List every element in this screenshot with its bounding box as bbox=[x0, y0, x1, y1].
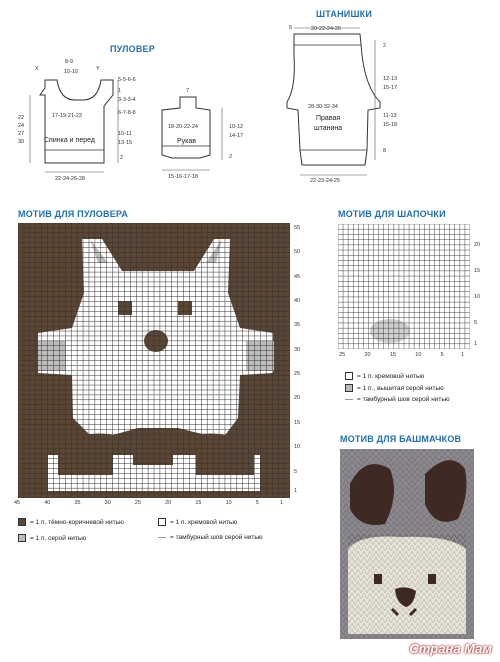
tick-label: 1 bbox=[461, 352, 465, 358]
legend-brown-text: = 1 п. тёмно-коричневой нитью bbox=[30, 518, 124, 526]
hem-size: 2 bbox=[120, 155, 124, 161]
tick-label: 35 bbox=[74, 500, 81, 506]
tick-label: 20 bbox=[165, 500, 172, 506]
pants-leg-b: 15-18 bbox=[383, 122, 398, 128]
tick-label: 55 bbox=[294, 224, 301, 231]
pants-outline bbox=[287, 34, 380, 165]
legend-cream bbox=[158, 518, 237, 526]
tick-label: 40 bbox=[294, 297, 301, 304]
tick-label: 15 bbox=[195, 500, 202, 506]
tick-label: 35 bbox=[294, 322, 301, 329]
hat-legend-chain-text: = тамбурный шов серой нитью bbox=[357, 396, 450, 403]
tick-label: 20 bbox=[364, 352, 371, 358]
pants-cuff: 8 bbox=[383, 148, 387, 154]
neck-top-size: 8-9 bbox=[65, 59, 73, 65]
tick-label: 20 bbox=[474, 241, 481, 248]
pants-leg-a: 11-13 bbox=[383, 113, 397, 119]
pants-title: ШТАНИШКИ bbox=[316, 9, 373, 19]
tick-label: 30 bbox=[104, 500, 111, 506]
pullover-body-outline bbox=[40, 80, 113, 163]
tick-label: 10 bbox=[294, 444, 301, 451]
height-a: 22 bbox=[18, 115, 25, 121]
pullover-schematic bbox=[0, 0, 500, 200]
bottom-size: 22-24-26-28 bbox=[55, 176, 85, 182]
sleeve-width-size: 18-20-22-24 bbox=[168, 124, 198, 130]
hat-chain-symbol bbox=[345, 399, 353, 401]
tick-label: 25 bbox=[339, 352, 346, 358]
label-x: X bbox=[35, 66, 39, 72]
pants-label-b: штанина bbox=[314, 125, 343, 132]
gray-swatch bbox=[18, 534, 26, 542]
brown-swatch bbox=[18, 518, 26, 526]
motif-shoes-title: МОТИВ ДЛЯ БАШМАЧКОВ bbox=[340, 434, 462, 444]
tick-label: 15 bbox=[294, 419, 301, 426]
pants-band: 2 bbox=[383, 43, 387, 49]
tick-label: 30 bbox=[294, 346, 301, 353]
label-y: Y bbox=[96, 66, 100, 72]
tick-label: 45 bbox=[294, 273, 301, 280]
tick-label: 5 bbox=[440, 352, 444, 358]
height-d: 30 bbox=[18, 139, 25, 145]
legend-chain-text: = тамбурный шов серой нитью bbox=[170, 534, 263, 541]
pants-bottom: 22-23-24-25 bbox=[310, 178, 340, 184]
motif-hat-title: МОТИВ ДЛЯ ШАПОЧКИ bbox=[338, 209, 446, 219]
pants-rise-b: 15-17 bbox=[383, 85, 398, 91]
legend-chain bbox=[158, 534, 263, 541]
tick-label: 20 bbox=[294, 395, 301, 402]
sleeve-top-size: 7 bbox=[186, 88, 190, 94]
pullover-motif-chart bbox=[18, 223, 290, 498]
tick-label: 1 bbox=[280, 500, 284, 506]
legend-gray-text: = 1 п. серой нитью bbox=[30, 534, 87, 542]
armhole-size: 6-7-8-8 bbox=[118, 110, 136, 116]
height-b: 24 bbox=[18, 123, 25, 129]
hat-legend-gray bbox=[345, 384, 444, 392]
shoes-knit-photo bbox=[340, 449, 474, 639]
right-eye bbox=[428, 574, 436, 584]
tick-label: 40 bbox=[44, 500, 51, 506]
legend-gray bbox=[18, 534, 86, 542]
tick-label: 15 bbox=[474, 267, 481, 274]
tick-label: 15 bbox=[389, 352, 396, 358]
motif-pullover-title: МОТИВ ДЛЯ ПУЛОВЕРА bbox=[18, 209, 129, 219]
tick-label: 50 bbox=[294, 249, 301, 256]
hat-legend-chain bbox=[345, 396, 450, 403]
hat-legend-gray-text: = 1 п., вышитая серой нитью bbox=[357, 384, 444, 392]
side-size-b: 13-15 bbox=[118, 140, 133, 146]
chest-size: 17-19-21-23 bbox=[52, 113, 82, 119]
tick-label: 25 bbox=[294, 371, 301, 378]
legend-cream-text: = 1 п. кремовой нитью bbox=[170, 518, 238, 526]
tick-label: 5 bbox=[255, 500, 259, 506]
tick-label: 5 bbox=[474, 320, 478, 327]
sleeve-side-a: 10-12 bbox=[229, 124, 244, 130]
hat-legend-cream bbox=[345, 372, 424, 380]
pants-label-a: Правая bbox=[316, 115, 341, 122]
watermark: Страна Мам bbox=[409, 641, 492, 656]
shoulder-size-c: 3-3-3-4 bbox=[118, 97, 136, 103]
tick-label: 45 bbox=[14, 500, 21, 506]
hat-gray-swatch bbox=[345, 384, 353, 392]
pants-waist-left: 5 bbox=[289, 25, 293, 31]
tick-label: 25 bbox=[134, 500, 142, 506]
pants-waist-width: 20-22-24-26 bbox=[311, 26, 341, 32]
hat-cream-swatch bbox=[345, 372, 353, 380]
sleeve-hem: 2 bbox=[229, 154, 233, 160]
chain-stitch-symbol bbox=[158, 537, 166, 539]
hat-legend-cream-text: = 1 п. кремовой нитью bbox=[357, 372, 425, 380]
tick-label: 1 bbox=[294, 488, 298, 494]
body-label: Спинка и перед bbox=[44, 137, 95, 144]
sleeve-side-b: 14-17 bbox=[229, 133, 244, 139]
tick-label: 10 bbox=[415, 352, 422, 358]
left-eye bbox=[374, 574, 382, 584]
pants-hip: 28-30-32-34 bbox=[308, 104, 338, 110]
hat-motif-chart bbox=[338, 224, 470, 349]
neck-width-size: 10-10 bbox=[64, 69, 79, 75]
tick-label: 5 bbox=[294, 468, 298, 475]
sleeve-label: Рукав bbox=[177, 138, 196, 145]
tick-label: 10 bbox=[225, 500, 232, 506]
tick-label: 1 bbox=[474, 341, 478, 347]
legend-brown bbox=[18, 518, 124, 526]
shoulder-size-a: 5-5-6-6 bbox=[118, 77, 136, 83]
height-c: 27 bbox=[18, 131, 25, 137]
side-size-a: 10-11 bbox=[118, 131, 132, 137]
tick-label: 10 bbox=[474, 294, 481, 301]
pants-rise-a: 12-13 bbox=[383, 76, 398, 82]
sleeve-bottom: 15-16-17-18 bbox=[168, 174, 198, 180]
cream-swatch bbox=[158, 518, 166, 526]
pullover-title: ПУЛОВЕР bbox=[110, 44, 155, 54]
shoulder-size-b: 1 bbox=[118, 88, 122, 94]
right-ear bbox=[425, 460, 466, 522]
